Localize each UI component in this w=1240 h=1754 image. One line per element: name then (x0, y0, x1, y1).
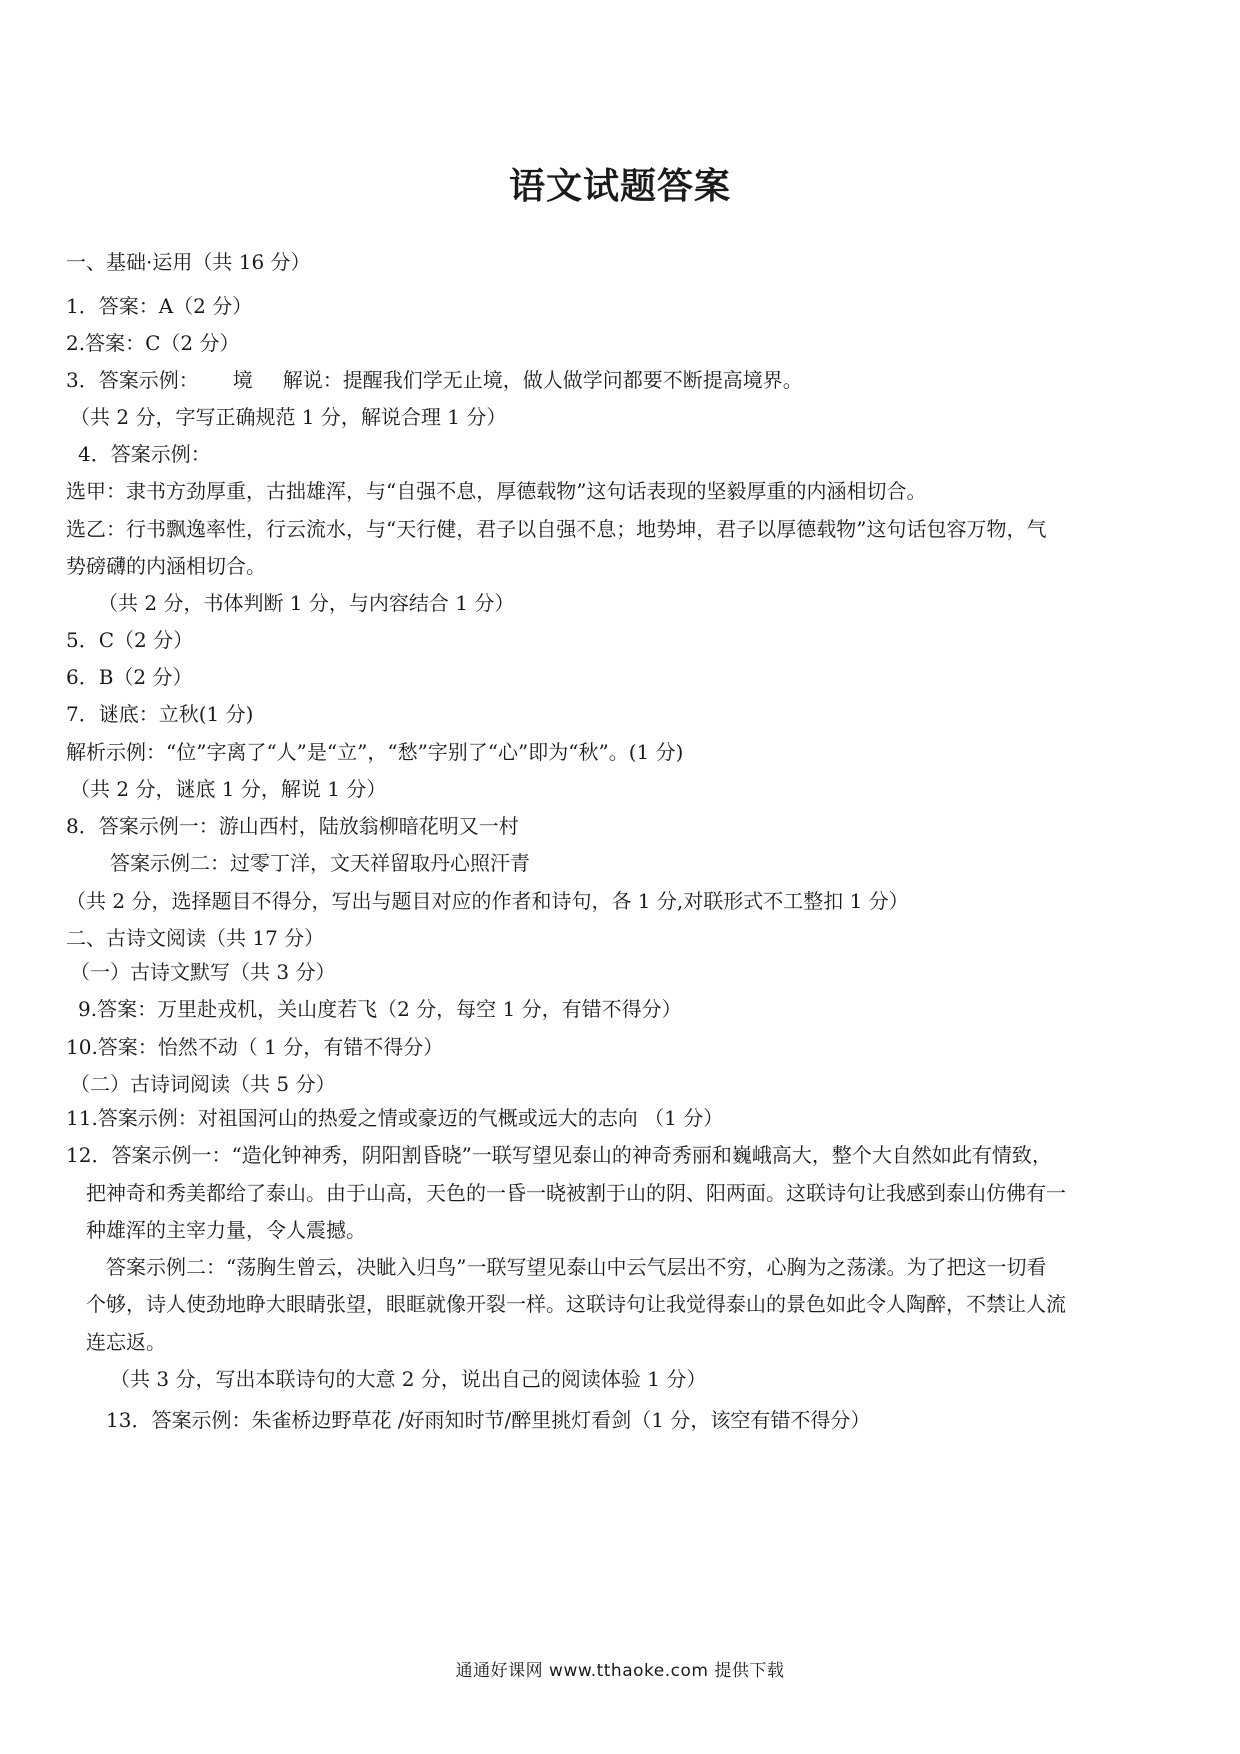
answer-12-example-2-line-3: 连忘返。 (86, 1330, 166, 1354)
answer-10: 10.答案：怡然不动（ 1 分，有错不得分） (66, 1035, 444, 1059)
answer-12-example-2-line-1: 答案示例二：“荡胸生曾云，决眦入归鸟”一联写望见泰山中云气层出不穷，心胸为之荡漾。为了把这一切看 (106, 1255, 1047, 1279)
section-2-part-1-heading: （一）古诗文默写（共 3 分） (70, 960, 336, 984)
answer-11: 11.答案示例：对祖国河山的热爱之情或豪迈的气概或远大的志向 （1 分） (66, 1106, 724, 1130)
answer-12-example-1-line-3: 种雄浑的主宰力量，令人震撼。 (86, 1218, 366, 1242)
answer-7-scoring: （共 2 分，谜底 1 分，解说 1 分） (70, 777, 387, 801)
answer-12-scoring: （共 3 分，写出本联诗句的大意 2 分，说出自己的阅读体验 1 分） (110, 1367, 707, 1391)
answer-4-heading: 4．答案示例： (78, 442, 211, 466)
answer-8-scoring: （共 2 分，选择题目不得分，写出与题目对应的作者和诗句，各 1 分,对联形式不工整扣 1 分） (66, 889, 909, 913)
page-title: 语文试题答案 (508, 166, 731, 207)
answer-7-explanation: 解析示例：“位”字离了“人”是“立”，“愁”字别了“心”即为“秋”。(1 分) (66, 740, 684, 764)
answer-7: 7．谜底：立秋(1 分) (66, 702, 254, 726)
answer-4-scoring: （共 2 分，书体判断 1 分，与内容结合 1 分） (98, 591, 515, 615)
answer-3-label: 3．答案示例： (66, 368, 199, 392)
answer-1: 1．答案：A（2 分） (66, 294, 253, 318)
answer-12-example-2-line-2: 个够，诗人使劲地睁大眼睛张望，眼眶就像开裂一样。这联诗句让我觉得泰山的景色如此令人陶醉，不禁让人流 (86, 1292, 1066, 1316)
answer-3-explanation: 解说：提醒我们学无止境，做人做学问都要不断提高境界。 (282, 368, 803, 392)
answer-6: 6．B（2 分） (66, 665, 193, 689)
section-1-heading: 一、基础·运用（共 16 分） (66, 250, 311, 274)
answer-3 (66, 366, 803, 394)
answer-8-example-2: 答案示例二：过零丁洋，文天祥留取丹心照汗青 (110, 851, 530, 875)
answer-12-example-1-line-2: 把神奇和秀美都给了泰山。由于山高，天色的一昏一晓被割于山的阴、阳两面。这联诗句让我感到泰山仿佛有一 (86, 1181, 1066, 1205)
answer-8-example-1: 8．答案示例一：游山西村，陆放翁柳暗花明又一村 (66, 814, 519, 838)
page-footer: 通通好课网 www.tthaoke.com 提供下载 (455, 1661, 785, 1681)
answer-9: 9.答案：万里赴戎机，关山度若飞（2 分，每空 1 分，有错不得分） (78, 997, 682, 1021)
answer-13: 13．答案示例：朱雀桥边野草花 /好雨知时节/醉里挑灯看剑（1 分，该空有错不得分） (106, 1408, 871, 1432)
answer-12-example-1-line-1: 12．答案示例一：“造化钟神秀，阴阳割昏晓”一联写望见泰山的神奇秀丽和巍峨高大，整个大自然如此有情致， (66, 1143, 1052, 1167)
section-2-part-2-heading: （二）古诗词阅读（共 5 分） (70, 1072, 336, 1096)
answer-5: 5．C（2 分） (66, 628, 194, 652)
section-2-heading: 二、古诗文阅读（共 17 分） (66, 926, 325, 950)
answer-3-word: 境 (232, 368, 253, 392)
answer-4-option-a: 选甲：隶书方劲厚重，古拙雄浑，与“自强不息，厚德载物”这句话表现的坚毅厚重的内涵相切合。 (66, 479, 927, 503)
answer-2: 2.答案：C（2 分） (66, 331, 240, 355)
answer-3-scoring: （共 2 分，字写正确规范 1 分，解说合理 1 分） (70, 405, 507, 429)
answer-4-option-b-line-1: 选乙：行书飘逸率性，行云流水，与“天行健，君子以自强不息；地势坤，君子以厚德载物”这句话包容万物，气 (66, 517, 1047, 541)
answer-4-option-b-line-2: 势磅礴的内涵相切合。 (66, 554, 266, 578)
